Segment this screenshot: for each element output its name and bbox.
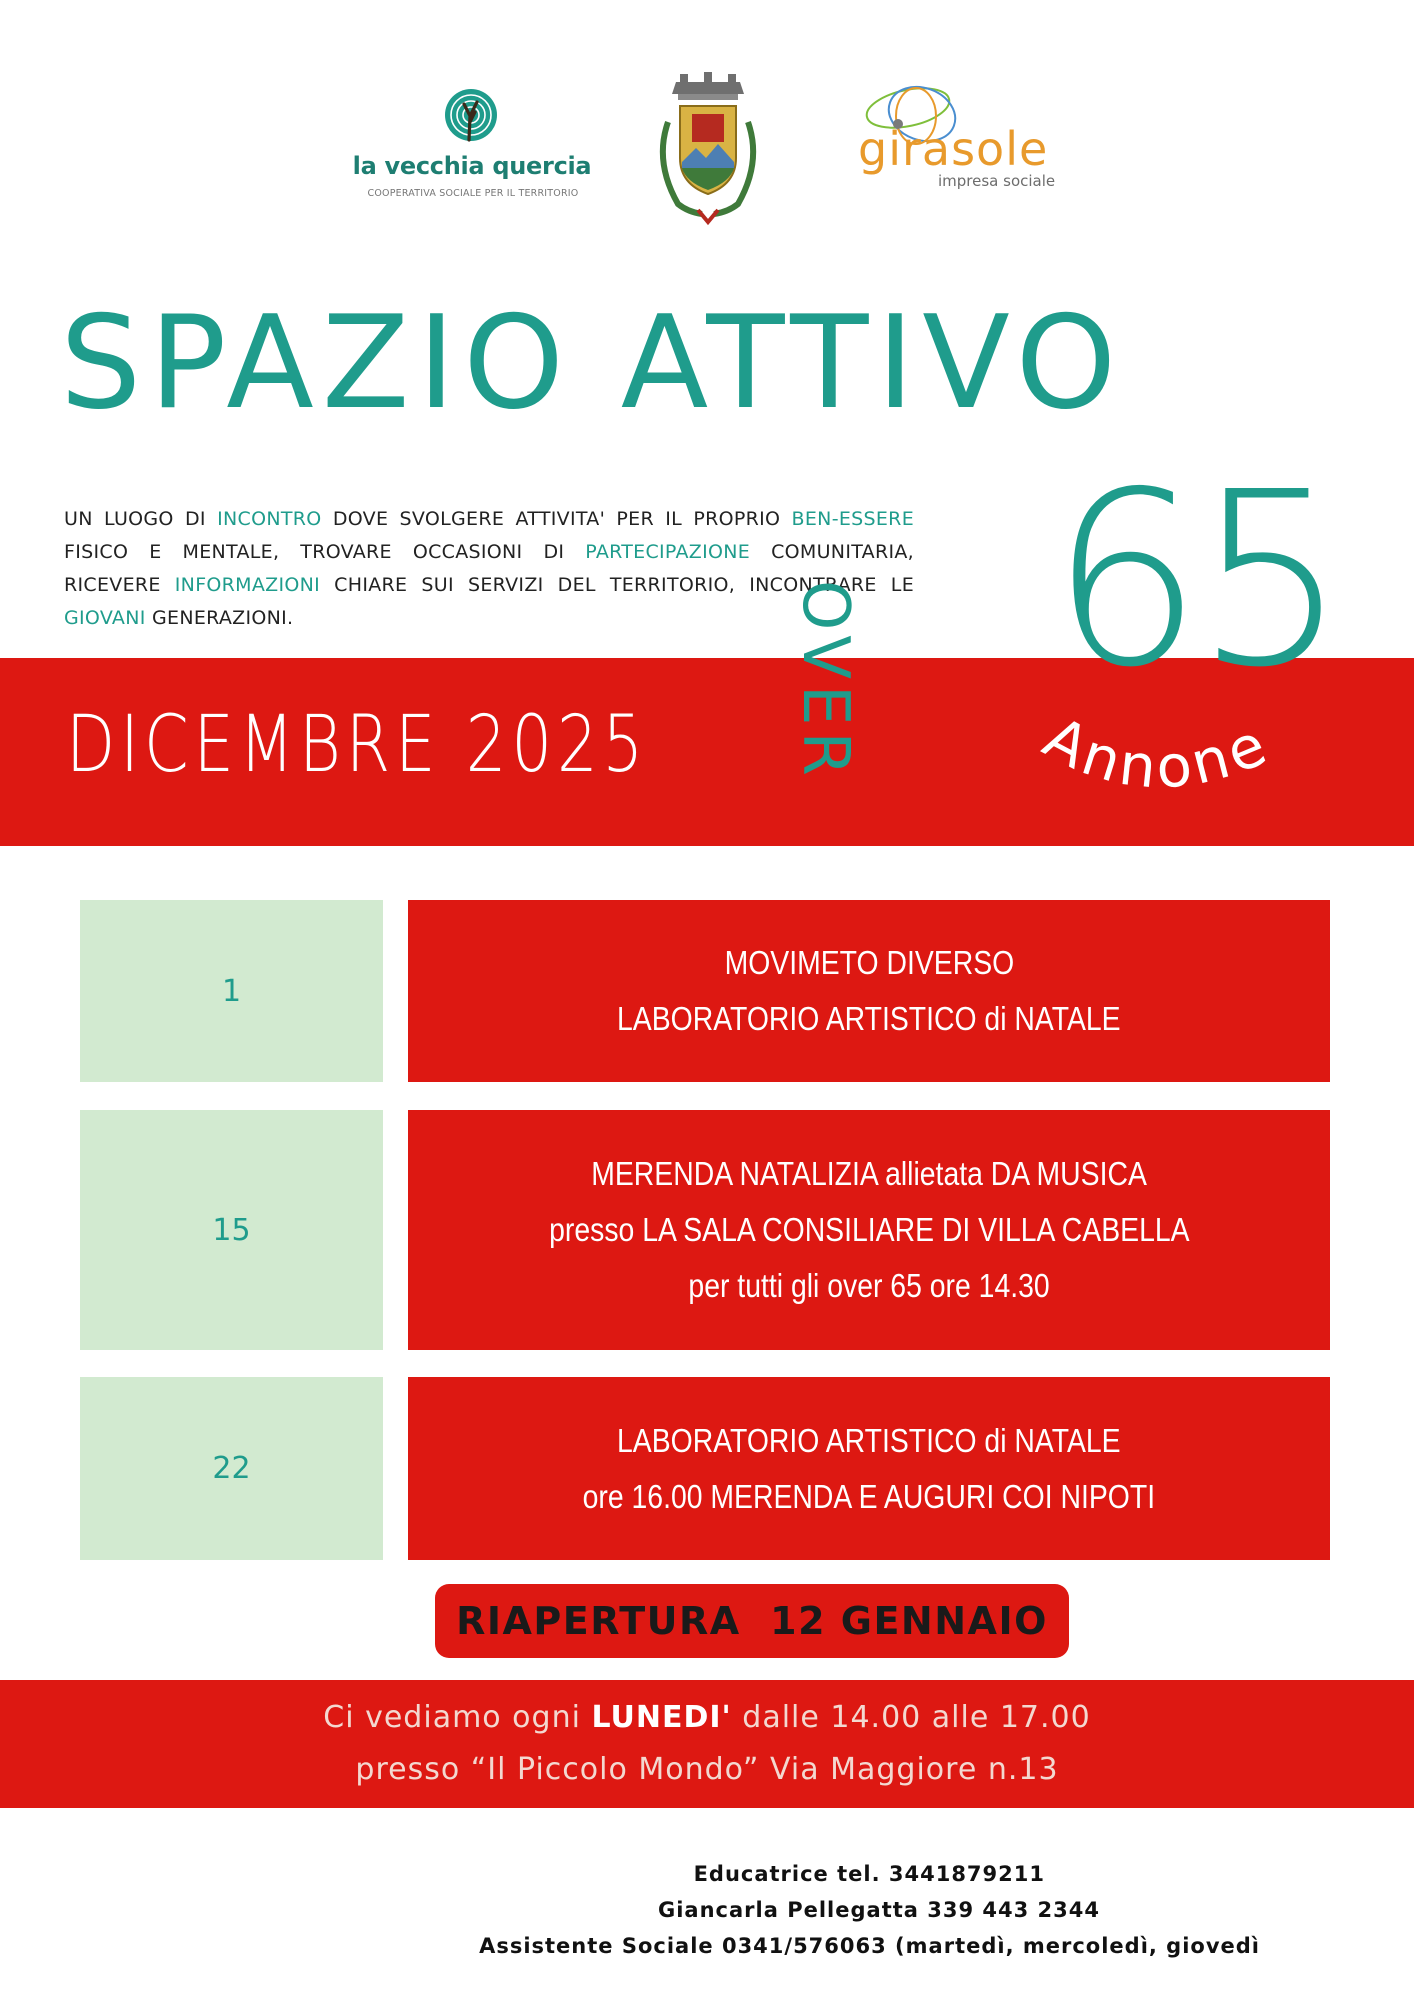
girasole-subtitle: impresa sociale: [938, 172, 1056, 190]
intro-highlight: BEN-ESSERE: [791, 508, 914, 530]
intro-highlight: GIOVANI: [64, 607, 146, 629]
event-line: LABORATORIO ARTISTICO di NATALE: [617, 1421, 1121, 1459]
intro-text: DOVE SVOLGERE ATTIVITA' PER IL PROPRIO: [321, 508, 792, 530]
intro-paragraph: [64, 503, 914, 635]
quercia-subtitle: COOPERATIVA SOCIALE PER IL TERRITORIO: [367, 188, 579, 199]
contact-line: Assistente Sociale 0341/576063 (martedì, mercoledì, giovedì: [479, 1934, 1260, 1958]
contact-line: Educatrice tel. 3441879211: [693, 1862, 1045, 1886]
girasole-name: girasole: [858, 122, 1049, 176]
municipal-crest-icon: [648, 72, 768, 236]
contact-line: Giancarla Pellegatta 339 443 2344: [658, 1898, 1100, 1922]
event-cell: [408, 900, 1330, 1082]
intro-text: CHIARE SUI SERVIZI DEL TERRITORIO, INCONTRARE LE: [320, 574, 914, 596]
day-cell: 22: [80, 1377, 383, 1560]
info-text: [0, 1692, 1414, 1796]
event-line: presso LA SALA CONSILIARE DI VILLA CABELLA: [548, 1211, 1190, 1248]
event-line: MERENDA NATALIZIA allietata DA MUSICA: [591, 1155, 1147, 1192]
intro-highlight: PARTECIPAZIONE: [585, 541, 751, 563]
info-line-address: presso “Il Piccolo Mondo” Via Maggiore n.13: [355, 1752, 1059, 1787]
event-line: ore 16.00 MERENDA E AUGURI COI NIPOTI: [582, 1477, 1156, 1515]
svg-text:Annone: [1033, 703, 1279, 802]
reopening-badge: [435, 1584, 1069, 1658]
quercia-name: la vecchia quercia: [352, 152, 592, 180]
event-cell: [408, 1110, 1330, 1350]
intro-highlight: INCONTRO: [217, 508, 322, 530]
reopening-text: RIAPERTURA 12 GENNAIO: [456, 1599, 1048, 1643]
info-text-part: Ci vediamo ogni: [323, 1700, 592, 1735]
annone-text: Annone: [1033, 703, 1279, 802]
logo-la-vecchia-quercia: [352, 88, 592, 218]
over-label: OVER: [788, 580, 862, 782]
intro-highlight: INFORMAZIONI: [174, 574, 321, 596]
info-day: LUNEDI': [591, 1700, 732, 1735]
info-line-schedule: [0, 1692, 1414, 1744]
age-number: 65: [1050, 440, 1340, 720]
logo-girasole: [850, 78, 1070, 198]
annone-label: [1030, 690, 1360, 830]
event-line: MOVIMETO DIVERSO: [724, 944, 1014, 981]
event-line: LABORATORIO ARTISTICO di NATALE: [617, 1000, 1121, 1037]
intro-text: COMUNITARIA, RICEVERE: [64, 541, 914, 596]
day-cell: 1: [80, 900, 383, 1082]
intro-text: GENERAZIONI.: [145, 607, 294, 629]
event-cell: [408, 1377, 1330, 1560]
intro-text: UN LUOGO DI: [64, 508, 218, 530]
contacts-block: [360, 1856, 1260, 1964]
day-cell: 15: [80, 1110, 383, 1350]
page-title: SPAZIO ATTIVO: [60, 289, 1125, 438]
intro-text: FISICO E MENTALE, TROVARE OCCASIONI DI: [64, 541, 586, 563]
month-title: DICEMBRE 2025: [66, 700, 649, 790]
tree-logo-icon: [444, 88, 498, 142]
info-text-part: dalle 14.00 alle 17.00: [731, 1700, 1091, 1735]
event-line: per tutti gli over 65 ore 14.30: [688, 1267, 1050, 1304]
